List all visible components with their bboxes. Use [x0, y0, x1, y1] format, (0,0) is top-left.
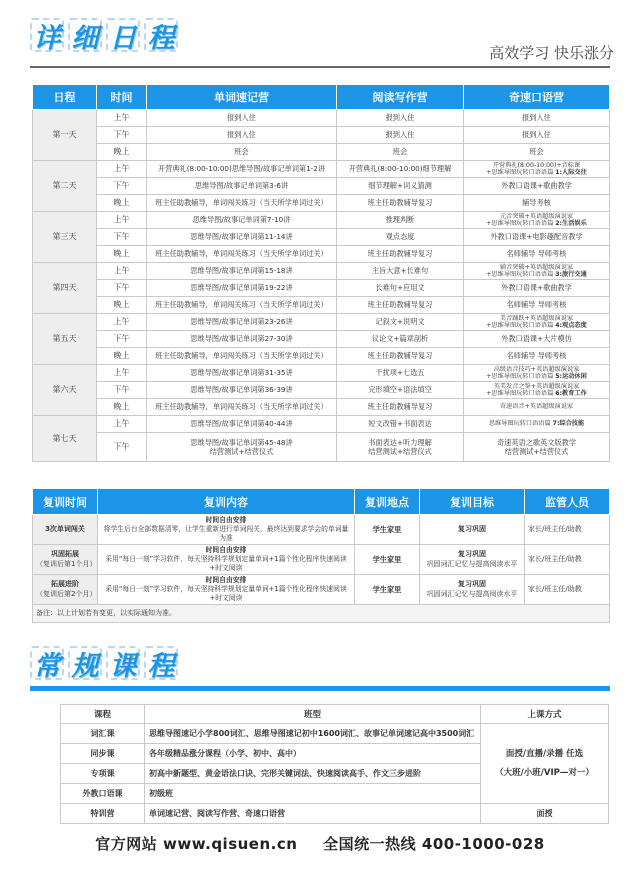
cell-emphasis: 4:观点态度	[555, 322, 587, 329]
regular-courses-table	[60, 704, 609, 824]
cell-line	[466, 169, 607, 176]
day-label: 第二天	[33, 161, 97, 212]
cell: 思维导图/故事记单词第31-35讲	[147, 365, 337, 382]
table-row	[33, 515, 610, 545]
cell-text: +思维导图玩转口语语篇	[486, 390, 556, 397]
cell: 报到入住	[337, 110, 464, 127]
review-time	[33, 575, 98, 605]
course-name: 词汇课	[61, 724, 145, 744]
course-name: 特训营	[61, 804, 145, 824]
period-label: 上午	[97, 263, 147, 280]
cell: 班主任助教辅导，单词闯关练习（当天所学单词过关）	[147, 399, 337, 416]
cell: 记叙文+说明文	[337, 314, 464, 331]
period-label: 上午	[97, 212, 147, 229]
cell	[464, 212, 610, 229]
cell-line: 元音突破+英语超级演说家	[499, 212, 574, 220]
cell	[464, 433, 610, 462]
table-row	[33, 246, 610, 263]
period-label: 下午	[97, 433, 147, 462]
period-label: 上午	[97, 110, 147, 127]
table-row	[33, 195, 610, 212]
day-label: 第一天	[33, 110, 97, 161]
hotline: 全国统一热线 400-1000-028	[323, 835, 545, 853]
cell: 班会	[464, 144, 610, 161]
cell: 短文改错+书面表达	[337, 416, 464, 433]
title-char: 程	[144, 646, 178, 680]
cell-line: 美音踊跃+英语超级演说家	[499, 314, 574, 322]
day-label: 第七天	[33, 416, 97, 462]
title-char: 程	[144, 18, 178, 52]
cell-line: 高级语音技巧+英语超级演说家	[493, 365, 580, 373]
regular-header-row	[61, 705, 609, 724]
cell-text: 思维导图玩转口语语篇	[488, 420, 553, 428]
cell-line: 结营测试+结营仪式	[368, 447, 432, 456]
table-row	[33, 545, 610, 575]
cell: 报到入住	[464, 127, 610, 144]
review-goal	[420, 515, 525, 545]
table-row	[61, 804, 609, 824]
table-row	[33, 331, 610, 348]
header-cell: 奇速口语营	[464, 85, 610, 110]
mode-line: （大班/小班/VIP—对一）	[495, 767, 594, 778]
title-char: 详	[30, 18, 64, 52]
header-cell: 复训时间	[33, 489, 98, 515]
cell	[464, 382, 610, 399]
period-label: 上午	[97, 365, 147, 382]
period-label: 晚上	[97, 195, 147, 212]
cell: 思维导图/故事记单词第15-18讲	[147, 263, 337, 280]
cell: 思维导图/故事记单词第7-10讲	[147, 212, 337, 229]
title-char: 规	[68, 646, 102, 680]
title-char: 日	[106, 18, 140, 52]
cell: 班主任助教辅导，单词闯关练习（当天所学单词过关）	[147, 297, 337, 314]
header-cell: 上课方式	[481, 705, 609, 724]
cell-line: 结营测试+结营仪式	[504, 447, 569, 456]
cell: 班主任助教辅导复习	[337, 246, 464, 263]
cell-line	[466, 271, 607, 278]
review-goal	[420, 545, 525, 575]
day-label: 第五天	[33, 314, 97, 365]
period-label: 下午	[97, 229, 147, 246]
cell: 外教口语课+电影趣配音教学	[464, 229, 610, 246]
goal-title: 复习巩固	[458, 580, 486, 589]
slogan: 高效学习 快乐涨分	[489, 44, 614, 62]
footer	[0, 833, 640, 854]
cell-text: +思维导图玩转口语语篇	[486, 220, 556, 227]
cell: 报到入住	[337, 127, 464, 144]
note-row	[33, 605, 610, 623]
cell: 班会	[337, 144, 464, 161]
content-text: 采用“每日一刻”学习软件，每天坚持科学规划定量单词+1篇个性化程序快速阅读+时文阅读	[105, 585, 347, 602]
period-label: 晚上	[97, 348, 147, 365]
header-cell: 课程	[61, 705, 145, 724]
cell	[464, 263, 610, 280]
cell-emphasis: 1:人际交往	[555, 169, 587, 176]
review-location: 学生家里	[355, 515, 420, 545]
cell: 班会	[147, 144, 337, 161]
cell: 班主任助教辅导，单词闯关练习（当天所学单词过关）	[147, 348, 337, 365]
cell: 思维导图/故事记单词第23-26讲	[147, 314, 337, 331]
cell-emphasis: 6:教育工作	[555, 390, 587, 397]
cell: 外教口语课+歌曲教学	[464, 280, 610, 297]
cell: 完形填空+语法填空	[337, 382, 464, 399]
table-row	[33, 212, 610, 229]
header-cell: 班型	[145, 705, 481, 724]
course-classes: 初高中新题型、黄金语法口诀、完形关键词法、快速阅读高手、作文三步进阶	[145, 764, 481, 784]
cell: 名师辅导 导师考核	[464, 297, 610, 314]
table-row	[33, 161, 610, 178]
table-row	[33, 416, 610, 433]
review-time	[33, 545, 98, 575]
course-name: 专项课	[61, 764, 145, 784]
cell-line	[466, 322, 607, 329]
period-label: 上午	[97, 416, 147, 433]
cell: 推理判断	[337, 212, 464, 229]
table-row	[33, 314, 610, 331]
day-label: 第六天	[33, 365, 97, 416]
course-name: 外教口语课	[61, 784, 145, 804]
cell	[464, 161, 610, 178]
review-goal	[420, 575, 525, 605]
cell: 开营典礼(8:00-10:00)思维导图/故事记单词第1-2讲	[147, 161, 337, 178]
table-row	[33, 365, 610, 382]
period-label: 晚上	[97, 399, 147, 416]
cell-line: 辅音突破+英语超级演说家	[499, 263, 574, 271]
cell-emphasis: 2:生活娱乐	[555, 220, 587, 227]
header-cell: 日程	[33, 85, 97, 110]
period-label: 下午	[97, 127, 147, 144]
section-divider	[30, 686, 610, 691]
cell	[464, 314, 610, 331]
cell: 报到入住	[147, 110, 337, 127]
cell: 班主任助教辅导复习	[337, 297, 464, 314]
header-cell: 阅读写作营	[337, 85, 464, 110]
cell: 报到入住	[464, 110, 610, 127]
website-link[interactable]: 官方网站 www.qisuen.cn	[95, 835, 298, 853]
day-label: 第三天	[33, 212, 97, 263]
content-title: 时间自由安排	[205, 546, 247, 555]
title-char: 细	[68, 18, 102, 52]
review-time-sub: （复训后第2个月）	[36, 589, 97, 598]
table-row	[33, 229, 610, 246]
day-label: 第四天	[33, 263, 97, 314]
cell-text: +思维导图玩转口语语篇	[486, 271, 556, 278]
goal-title: 复习巩固	[458, 550, 486, 559]
section-title	[30, 646, 178, 680]
cell-line: 思维导图/故事记单词第45-48讲	[190, 438, 293, 447]
cell: 班主任助教辅导复习	[337, 399, 464, 416]
cell-line	[466, 390, 607, 397]
review-time-label: 巩固拓展	[51, 550, 79, 559]
review-supervisor: 家长/班主任/助教	[525, 575, 610, 605]
review-time-label: 3次单词闯关	[45, 524, 85, 533]
table-row	[61, 724, 609, 744]
table-row	[33, 433, 610, 462]
cell: 班主任助教辅导，单词闯关练习（当天所学单词过关）	[147, 195, 337, 212]
review-content	[98, 575, 355, 605]
table-row	[33, 399, 610, 416]
header-cell: 监管人员	[525, 489, 610, 515]
course-classes: 各年级精品涨分课程（小学、初中、高中）	[145, 744, 481, 764]
cell: 班主任助教辅导，单词闯关练习（当天所学单词过关）	[147, 246, 337, 263]
cell	[464, 416, 610, 433]
period-label: 晚上	[97, 297, 147, 314]
cell: 班主任助教辅导复习	[337, 348, 464, 365]
cell: 辅导考核	[464, 195, 610, 212]
header-cell: 复训目标	[420, 489, 525, 515]
cell-emphasis: 5:运动休闲	[555, 373, 587, 380]
title-char: 课	[106, 646, 140, 680]
goal-text: 巩固词汇记忆与提高阅读水平	[426, 559, 518, 568]
header-cell: 复训地点	[355, 489, 420, 515]
review-content	[98, 515, 355, 545]
cell: 班主任助教辅导复习	[337, 195, 464, 212]
goal-text: 巩固词汇记忆与提高阅读水平	[426, 589, 518, 598]
cell: 细节理解+词义猜测	[337, 178, 464, 195]
page-title	[30, 18, 178, 52]
title-char: 常	[30, 646, 64, 680]
cell: 报到入住	[147, 127, 337, 144]
review-supervisor: 家长/班主任/助教	[525, 545, 610, 575]
period-label: 下午	[97, 178, 147, 195]
cell-line: 奇速英语之歌英文版教学	[496, 438, 577, 447]
cell: 开营典礼(8:00-10:00)细节理解	[337, 161, 464, 178]
cell-line	[466, 220, 607, 227]
cell: 干扰项+七选五	[337, 365, 464, 382]
course-classes: 单词速记营、阅读写作营、奇速口语营	[145, 804, 481, 824]
mode-line: 面授/直播/录播 任选	[505, 748, 584, 759]
period-label: 晚上	[97, 144, 147, 161]
table-row	[33, 110, 610, 127]
cell-text: +思维导图玩转口语语篇	[486, 322, 556, 329]
period-label: 上午	[97, 314, 147, 331]
cell	[464, 365, 610, 382]
cell-emphasis: 3:旅行交通	[555, 271, 587, 278]
period-label: 下午	[97, 280, 147, 297]
content-title: 时间自由安排	[205, 516, 247, 525]
content-title: 时间自由安排	[205, 576, 247, 585]
review-location: 学生家里	[355, 575, 420, 605]
period-label: 下午	[97, 331, 147, 348]
cell-line: 书面表达+听力理解	[368, 438, 432, 447]
cell: 议论文+篇章剖析	[337, 331, 464, 348]
cell: 外教口语课+歌曲教学	[464, 178, 610, 195]
review-time-sub: （复训后第1个月）	[36, 559, 97, 568]
cell: 奇速语音+英语超级演说家	[464, 399, 610, 416]
cell-line: 开营典礼(8:00-10:00)+音标课	[492, 161, 581, 169]
schedule-header-row	[33, 85, 610, 110]
cell: 思维导图/故事记单词第27-30讲	[147, 331, 337, 348]
period-label: 下午	[97, 382, 147, 399]
course-classes: 初级班	[145, 784, 481, 804]
table-row	[33, 144, 610, 161]
header-cell: 复训内容	[98, 489, 355, 515]
course-classes: 思维导图速记小学800词汇、思维导图速记初中1600词汇、故事记单词速记高中3500词汇	[145, 724, 481, 744]
cell-emphasis: 7:综合技能	[552, 420, 585, 428]
cell: 外教口语课+大片模仿	[464, 331, 610, 348]
header-cell: 时间	[97, 85, 147, 110]
table-row	[33, 178, 610, 195]
goal-title: 复习巩固	[458, 524, 486, 533]
table-row	[33, 348, 610, 365]
cell	[147, 433, 337, 462]
header-cell: 单词速记营	[147, 85, 337, 110]
review-content	[98, 545, 355, 575]
cell: 思维导图/故事记单词第11-14讲	[147, 229, 337, 246]
cell-text: +思维导图玩转口语语篇	[486, 373, 556, 380]
cell: 观点态度	[337, 229, 464, 246]
content-text: 采用“每日一刻”学习软件，每天坚持科学规划定量单词+1篇个性化程序快速阅读+时文阅读	[105, 555, 347, 572]
header-divider	[30, 66, 610, 68]
cell-line: 英美发音之鉴+英语超级演说家	[493, 382, 580, 390]
table-row	[33, 280, 610, 297]
cell: 名师辅导 导师考核	[464, 246, 610, 263]
cell: 思维导图/故事记单词第19-22讲	[147, 280, 337, 297]
review-header-row	[33, 489, 610, 515]
course-mode: 面授	[481, 804, 609, 824]
cell: 思维导图/故事记单词第3-6讲	[147, 178, 337, 195]
review-table	[32, 488, 610, 623]
course-mode	[481, 724, 609, 804]
course-name: 同步课	[61, 744, 145, 764]
review-location: 学生家里	[355, 545, 420, 575]
review-time	[33, 515, 98, 545]
table-row	[33, 127, 610, 144]
period-label: 晚上	[97, 246, 147, 263]
review-supervisor: 家长/班主任/助教	[525, 515, 610, 545]
table-row	[33, 297, 610, 314]
cell-line: 结营测试+结营仪式	[209, 447, 274, 456]
review-note: 备注：以上计划若有变更，以实际通知为准。	[33, 605, 610, 623]
table-row	[33, 382, 610, 399]
schedule-table	[32, 84, 610, 462]
cell-text: +思维导图玩转口语语篇	[486, 169, 556, 176]
review-time-label: 拓展进阶	[51, 580, 79, 589]
cell	[337, 433, 464, 462]
cell: 名师辅导 导师考核	[464, 348, 610, 365]
content-text: 将学生后台全部数据清零，让学生重新进行单词闯关，最终达到要求学会的单词量为准	[103, 525, 349, 542]
table-row	[33, 263, 610, 280]
table-row	[33, 575, 610, 605]
cell: 长难句+应用文	[337, 280, 464, 297]
period-label: 上午	[97, 161, 147, 178]
cell: 思维导图/故事记单词第36-39讲	[147, 382, 337, 399]
cell: 思维导图/故事记单词第40-44讲	[147, 416, 337, 433]
cell-line	[466, 373, 607, 380]
cell: 主旨大意+长难句	[337, 263, 464, 280]
